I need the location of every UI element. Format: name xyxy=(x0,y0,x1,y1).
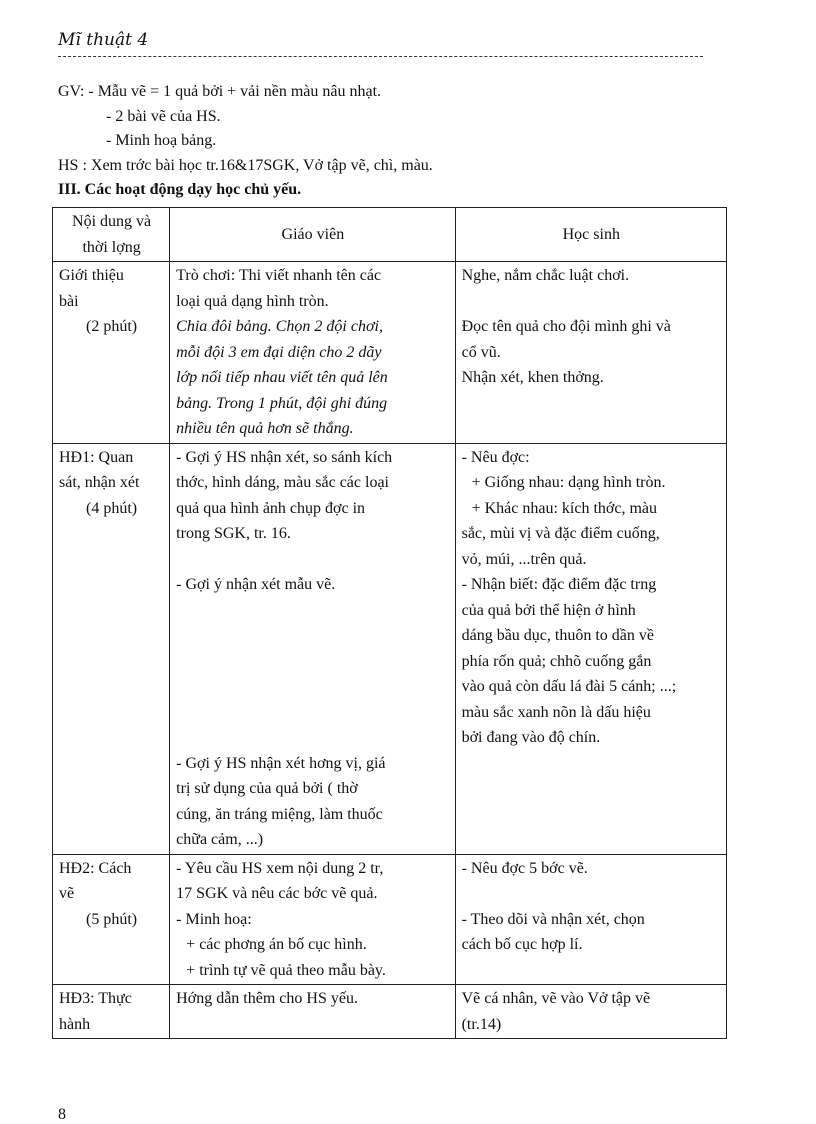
spacer xyxy=(462,289,721,315)
cell-line: phía rốn quả; chhõ cuống gắn xyxy=(461,652,652,670)
spacer xyxy=(462,881,721,907)
cell-line: sắc, mùi vị và đặc điểm cuống, xyxy=(461,525,660,542)
teacher-cell xyxy=(170,854,455,985)
header-student: Học sinh xyxy=(455,208,726,262)
cell-line: (tr.14) xyxy=(461,1015,502,1033)
cell-line: 17 SGK và nêu các bớc vẽ quả. xyxy=(176,885,378,902)
cell-line: chữa cảm, ...) xyxy=(176,831,264,848)
cell-line: cổ vũ. xyxy=(461,343,501,361)
cell-line: HĐ3: Thực xyxy=(59,990,132,1007)
cell-line: (4 phút) xyxy=(86,499,138,517)
cell-line: + Giống nhau: dạng hình tròn. xyxy=(471,474,666,491)
intro-line: GV: - Mẫu vẽ = 1 quả bởi + vải nền màu nâu nhạt. xyxy=(58,83,382,100)
cell-line: HĐ2: Cách xyxy=(59,859,132,877)
activity-cell xyxy=(53,443,170,854)
cell-line: - Nhận biết: đặc điểm đặc trng xyxy=(461,576,657,593)
cell-line: - Gợi ý HS nhận xét hơng vị, giá xyxy=(176,754,386,772)
cell-line: hành xyxy=(59,1015,91,1033)
cell-line: cách bố cục hợp lí. xyxy=(461,936,583,953)
cell-line: của quả bởi thể hiện ở hình xyxy=(461,601,636,619)
cell-line: bài xyxy=(59,292,79,310)
student-cell xyxy=(455,262,726,444)
page-header xyxy=(58,26,703,57)
cell-line: Vẽ cá nhân, vẽ vào Vở tập vẽ xyxy=(461,990,651,1007)
cell-line: loại quả dạng hình tròn. xyxy=(176,292,329,310)
cell-line: Nghe, nắm chắc luật chơi. xyxy=(461,267,630,284)
spacer xyxy=(176,547,449,573)
activity-cell xyxy=(53,985,170,1039)
lesson-table xyxy=(52,207,727,1039)
spacer xyxy=(176,674,449,700)
cell-line: Chia đôi bảng. Chọn 2 đội chơi, xyxy=(176,318,383,335)
cell-line: - Minh hoạ: xyxy=(176,910,252,928)
cell-line: Nhận xét, khen thởng. xyxy=(461,369,604,386)
cell-line: Giới thiệu xyxy=(59,267,124,284)
cell-line: cúng, ăn tráng miệng, làm thuốc xyxy=(176,805,383,823)
cell-line: + các phơng án bố cục hình. xyxy=(186,936,367,953)
cell-line: Đọc tên quả cho đội mình ghi và xyxy=(461,318,671,335)
cell-line: Hớng dẫn thêm cho HS yếu. xyxy=(176,990,358,1007)
cell-line: vỏ, múi, ...trên quả. xyxy=(461,550,587,568)
cell-line: trong SGK, tr. 16. xyxy=(176,525,291,542)
cell-line: vẽ xyxy=(59,885,75,902)
cell-line: - Gợi ý nhận xét mẫu vẽ. xyxy=(176,576,336,593)
cell-line: - Yêu cầu HS xem nội dung 2 tr, xyxy=(176,859,384,877)
spacer xyxy=(176,598,449,624)
intro-line: HS : Xem trớc bài học tr.16&17SGK, Vở tập vẽ, chì, màu. xyxy=(58,156,433,174)
student-cell xyxy=(455,443,726,854)
student-cell xyxy=(455,985,726,1039)
header-teacher: Giáo viên xyxy=(170,208,455,262)
cell-line: thớc, hình dáng, màu sắc các loại xyxy=(176,474,389,491)
header-title: Mĩ thuật 4 xyxy=(58,30,149,50)
cell-line: - Nêu đợc: xyxy=(461,448,530,466)
teacher-cell xyxy=(170,262,455,444)
cell-line: sát, nhận xét xyxy=(59,474,140,491)
cell-line: - Nêu đợc 5 bớc vẽ. xyxy=(461,859,588,877)
cell-line: quả qua hình ảnh chụp đợc in xyxy=(176,499,366,517)
student-cell xyxy=(455,854,726,985)
cell-line: Trò chơi: Thi viết nhanh tên các xyxy=(176,267,382,284)
spacer xyxy=(176,700,449,726)
table-row xyxy=(53,985,727,1039)
cell-line: mỗi đội 3 em đại diện cho 2 dãy xyxy=(176,343,382,361)
cell-line: - Theo dõi và nhận xét, chọn xyxy=(461,910,645,928)
spacer xyxy=(176,649,449,675)
header-text: Nội dung và xyxy=(72,213,152,230)
cell-line: lớp nối tiếp nhau viết tên quả lên xyxy=(176,369,388,386)
cell-line: (2 phút) xyxy=(86,318,138,335)
table-row xyxy=(53,443,727,854)
section-heading: III. Các hoạt động dạy học chủ yếu. xyxy=(58,181,302,198)
spacer xyxy=(176,725,449,751)
cell-line: dáng bầu dục, thuôn to dần về xyxy=(461,627,654,644)
activity-cell xyxy=(53,262,170,444)
cell-line: vào quả còn dấu lá đài 5 cánh; ...; xyxy=(461,678,677,695)
cell-line: HĐ1: Quan xyxy=(59,448,134,466)
cell-line: + Khác nhau: kích thớc, màu xyxy=(471,499,658,517)
cell-line: nhiều tên quả hơn sẽ thắng. xyxy=(176,420,354,437)
page-number: 8 xyxy=(58,1106,66,1123)
cell-line: + trình tự vẽ quả theo mẫu bày. xyxy=(186,961,386,979)
cell-line: bảng. Trong 1 phút, đội ghi đúng xyxy=(176,394,388,412)
intro-line: - 2 bài vẽ của HS. xyxy=(106,107,221,125)
activity-cell xyxy=(53,854,170,985)
intro-block xyxy=(58,80,433,203)
teacher-cell xyxy=(170,443,455,854)
cell-line: (5 phút) xyxy=(86,910,138,928)
teacher-cell xyxy=(170,985,455,1039)
spacer xyxy=(176,623,449,649)
cell-line: trị sử dụng của quả bởi ( thờ xyxy=(176,780,358,797)
table-header-row xyxy=(53,208,727,262)
header-text: thời lợng xyxy=(82,238,141,256)
cell-line: màu sắc xanh nõn là dấu hiệu xyxy=(461,703,651,721)
table-row xyxy=(53,854,727,985)
table-row xyxy=(53,262,727,444)
intro-line: - Minh hoạ bảng. xyxy=(106,132,217,149)
cell-line: bởi đang vào độ chín. xyxy=(461,729,601,746)
header-content-time xyxy=(53,208,170,262)
cell-line: - Gợi ý HS nhận xét, so sánh kích xyxy=(176,448,393,466)
